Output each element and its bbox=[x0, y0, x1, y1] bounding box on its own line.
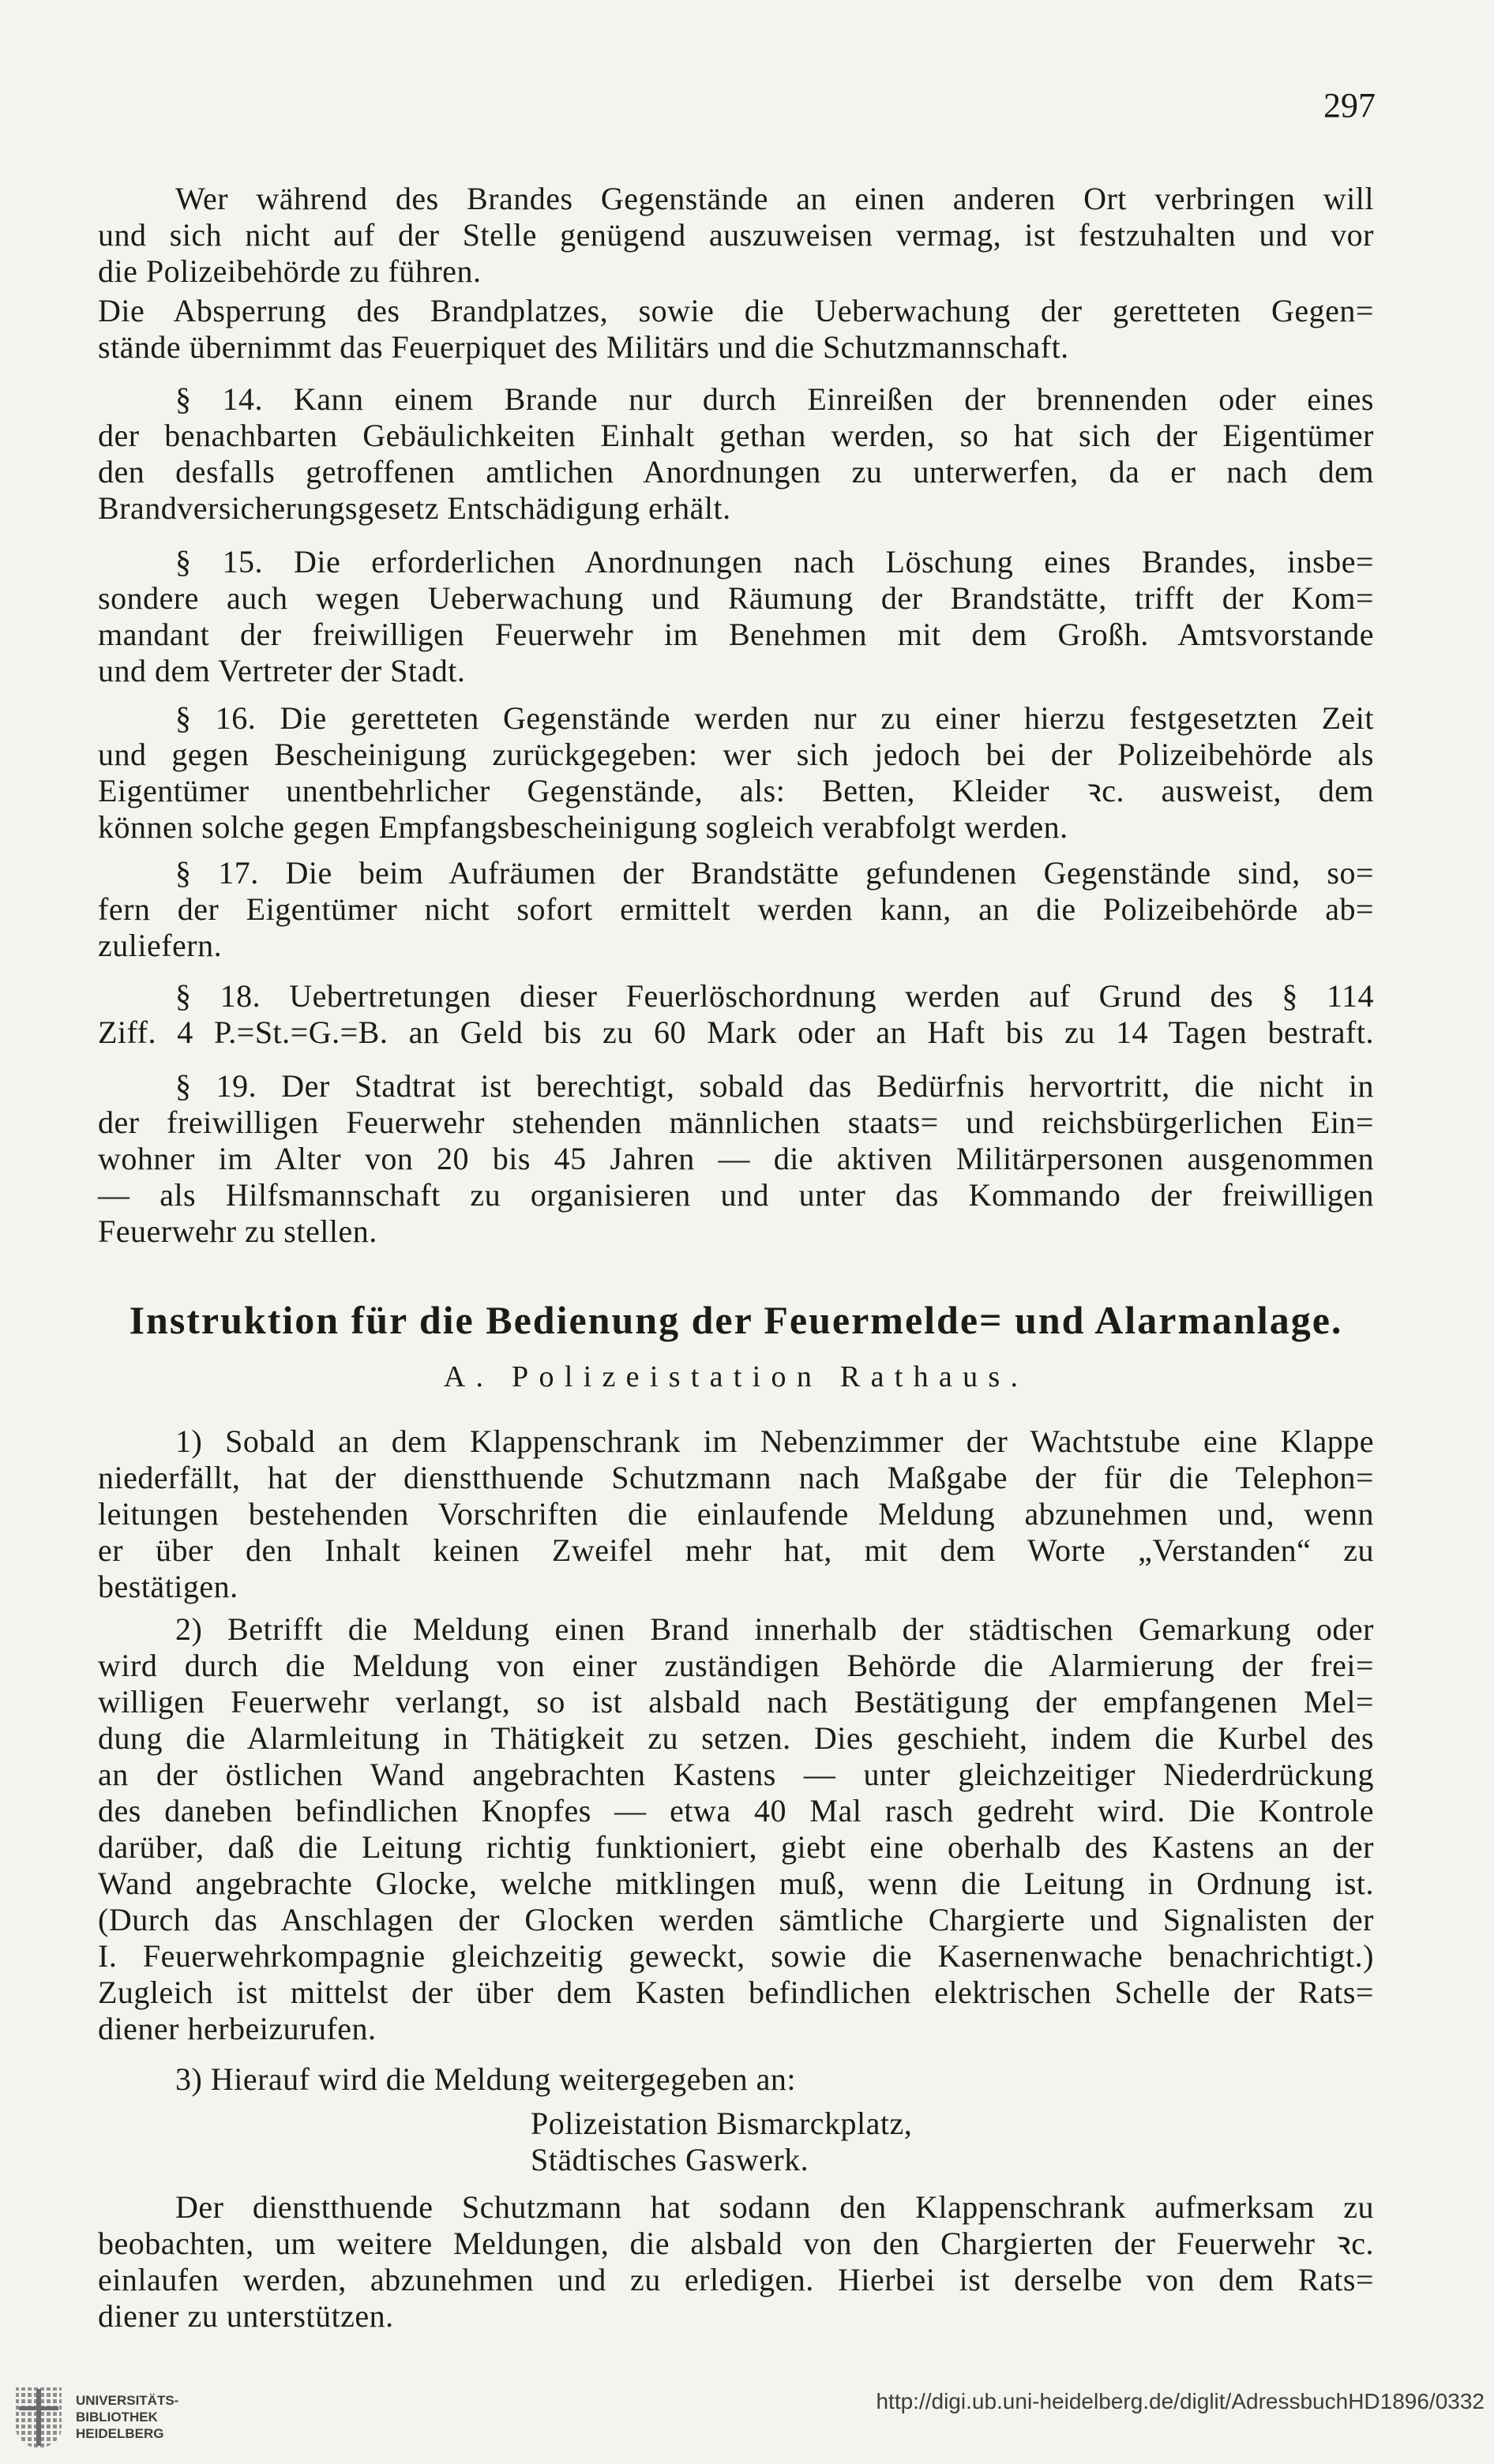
instruction-item-3 bbox=[98, 2061, 1374, 2178]
recipient-line: Städtisches Gaswerk. bbox=[531, 2142, 809, 2177]
text-line: der benachbarten Gebäulichkeiten Einhalt gethan werden, so hat sich der Eigentümer bbox=[98, 418, 1374, 453]
paragraph-section-15 bbox=[98, 544, 1374, 689]
paragraph-cordon bbox=[98, 293, 1374, 366]
ub-heidelberg-logo-icon bbox=[14, 2386, 63, 2451]
text-line: mandant der freiwilligen Feuerwehr im Benehmen mit dem Großh. Amtsvorstande bbox=[98, 617, 1374, 652]
text-line: leitungen bestehenden Vorschriften die einlaufende Meldung abzunehmen und, wenn bbox=[98, 1496, 1374, 1532]
text-line: und gegen Bescheinigung zurückgegeben: wer sich jedoch bei der Polizeibehörde als bbox=[98, 737, 1374, 772]
text-line: § 18. Uebertretungen dieser Feuerlöschordnung werden auf Grund des § 114 bbox=[175, 978, 1374, 1014]
text-line: fern der Eigentümer nicht sofort ermittelt werden kann, an die Polizeibehörde ab= bbox=[98, 891, 1374, 927]
text-line: — als Hilfsmannschaft zu organisieren und unter das Kommando der freiwilligen bbox=[98, 1177, 1374, 1213]
text-line: diener zu unterstützen. bbox=[98, 2298, 394, 2334]
text-line: 3) Hierauf wird die Meldung weitergegeben an: bbox=[175, 2061, 796, 2097]
library-name-line: UNIVERSITÄTS- bbox=[76, 2393, 179, 2408]
text-line: des daneben befindlichen Knopfes — etwa 40 Mal rasch gedreht wird. Die Kontrole bbox=[98, 1793, 1374, 1828]
paragraph-section-17 bbox=[98, 855, 1374, 964]
text-line: der freiwilligen Feuerwehr stehenden männlichen staats= und reichsbürgerlichen Ein= bbox=[98, 1104, 1374, 1140]
text-line: Zugleich ist mittelst der über dem Kasten befindlichen elektrischen Schelle der Rats= bbox=[98, 1975, 1374, 2010]
text-line: einlaufen werden, abzunehmen und zu erledigen. Hierbei ist derselbe von dem Rats= bbox=[98, 2262, 1374, 2297]
text-line: sondere auch wegen Ueberwachung und Räumung der Brandstätte, trifft der Kom= bbox=[98, 580, 1374, 616]
paragraph-stolen-goods bbox=[98, 181, 1374, 290]
text-line: § 14. Kann einem Brande nur durch Einreißen der brennenden oder eines bbox=[175, 381, 1374, 417]
text-line: an der östlichen Wand angebrachten Kastens — unter gleichzeitiger Niederdrückung bbox=[98, 1757, 1374, 1792]
text-line: zuliefern. bbox=[98, 928, 223, 963]
paragraph-section-18 bbox=[98, 978, 1374, 1051]
text-line: wird durch die Meldung von einer zuständigen Behörde die Alarmierung der frei= bbox=[98, 1648, 1374, 1683]
paragraph-section-19 bbox=[98, 1068, 1374, 1250]
text-line: und dem Vertreter der Stadt. bbox=[98, 653, 466, 688]
instruction-subheading: A. Polizeistation Rathaus. bbox=[443, 1360, 1029, 1393]
text-line: darüber, daß die Leitung richtig funktioniert, giebt eine oberhalb des Kastens an der bbox=[98, 1829, 1374, 1865]
text-line: Wand angebrachte Glocke, welche mitklingen muß, wenn die Leitung in Ordnung ist. bbox=[98, 1866, 1374, 1901]
text-line: bestätigen. bbox=[98, 1569, 238, 1604]
text-line: Ziff. 4 P.=St.=G.=B. an Geld bis zu 60 Mark oder an Haft bis zu 14 Tagen bestraft. bbox=[98, 1014, 1374, 1050]
text-line: § 17. Die beim Aufräumen der Brandstätte gefundenen Gegenstände sind, so= bbox=[175, 855, 1374, 891]
page-number: 297 bbox=[1323, 86, 1376, 125]
text-line: den desfalls getroffenen amtlichen Anordnungen zu unterwerfen, da er nach dem bbox=[98, 454, 1374, 489]
text-line: § 15. Die erforderlichen Anordnungen nach Löschung eines Brandes, insbe= bbox=[175, 544, 1374, 579]
text-line: (Durch das Anschlagen der Glocken werden sämtliche Chargierte und Signalisten der bbox=[98, 1902, 1374, 1937]
text-line: wohner im Alter von 20 bis 45 Jahren — die aktiven Militärpersonen ausgenommen bbox=[98, 1141, 1374, 1176]
text-line: Die Absperrung des Brandplatzes, sowie die Ueberwachung der geretteten Gegen= bbox=[98, 293, 1374, 328]
text-line: Der dienstthuende Schutzmann hat sodann den Klappenschrank aufmerksam zu bbox=[175, 2189, 1374, 2225]
text-line: § 19. Der Stadtrat ist berechtigt, sobald das Bedürfnis hervortritt, die nicht in bbox=[175, 1068, 1374, 1104]
page-text-block bbox=[98, 181, 1374, 2335]
paragraph-section-16 bbox=[98, 700, 1374, 846]
library-name bbox=[76, 2392, 178, 2442]
source-url-link[interactable]: http://digi.ub.uni-heidelberg.de/diglit/AdressbuchHD1896/0332 bbox=[876, 2389, 1485, 2413]
text-line: niederfällt, hat der dienstthuende Schutzmann nach Maßgabe der für die Telephon= bbox=[98, 1460, 1374, 1495]
instruction-item-2 bbox=[98, 1611, 1374, 2047]
recipient-line: Polizeistation Bismarckplatz, bbox=[531, 2106, 913, 2141]
text-line: § 16. Die geretteten Gegenstände werden nur zu einer hierzu festgesetzten Zeit bbox=[175, 700, 1374, 736]
instruction-item-1 bbox=[98, 1423, 1374, 1605]
text-line: Eigentümer unentbehrlicher Gegenstände, als: Betten, Kleider ꝛc. ausweist, dem bbox=[98, 773, 1374, 808]
text-line: 2) Betrifft die Meldung einen Brand innerhalb der städtischen Gemarkung oder bbox=[175, 1611, 1374, 1647]
text-line: können solche gegen Empfangsbescheinigung sogleich verabfolgt werden. bbox=[98, 809, 1068, 845]
text-line: er über den Inhalt keinen Zweifel mehr hat, mit dem Worte „Verstanden“ zu bbox=[98, 1532, 1374, 1568]
text-line: dung die Alarmleitung in Thätigkeit zu setzen. Dies geschieht, indem die Kurbel des bbox=[98, 1720, 1374, 1756]
instruction-heading: Instruktion für die Bedienung der Feuermelde= und Alarmanlage. bbox=[129, 1298, 1343, 1342]
recipient-list bbox=[98, 2106, 1374, 2178]
paragraph-section-14 bbox=[98, 381, 1374, 527]
text-line: I. Feuerwehrkompagnie gleichzeitig geweckt, sowie die Kasernenwache benachrichtigt.) bbox=[98, 1938, 1374, 1974]
text-line: Wer während des Brandes Gegenstände an einen anderen Ort verbringen will bbox=[175, 181, 1374, 216]
instruction-closing-paragraph bbox=[98, 2189, 1374, 2335]
text-line: 1) Sobald an dem Klappenschrank im Nebenzimmer der Wachtstube eine Klappe bbox=[175, 1423, 1374, 1459]
text-line: beobachten, um weitere Meldungen, die alsbald von den Chargierten der Feuerwehr ꝛc. bbox=[98, 2226, 1374, 2261]
library-name-line: BIBLIOTHEK bbox=[76, 2410, 158, 2425]
text-line: und sich nicht auf der Stelle genügend auszuweisen vermag, ist festzuhalten und vor bbox=[98, 217, 1374, 253]
text-line: die Polizeibehörde zu führen. bbox=[98, 253, 482, 289]
text-line: willigen Feuerwehr verlangt, so ist alsbald nach Bestätigung der empfangenen Mel= bbox=[98, 1684, 1374, 1720]
text-line: stände übernimmt das Feuerpiquet des Militärs und die Schutzmannschaft. bbox=[98, 329, 1069, 365]
text-line: Brandversicherungsgesetz Entschädigung erhält. bbox=[98, 490, 731, 526]
text-line: diener herbeizurufen. bbox=[98, 2011, 377, 2046]
text-line: Feuerwehr zu stellen. bbox=[98, 1213, 377, 1249]
library-name-line: HEIDELBERG bbox=[76, 2426, 164, 2441]
